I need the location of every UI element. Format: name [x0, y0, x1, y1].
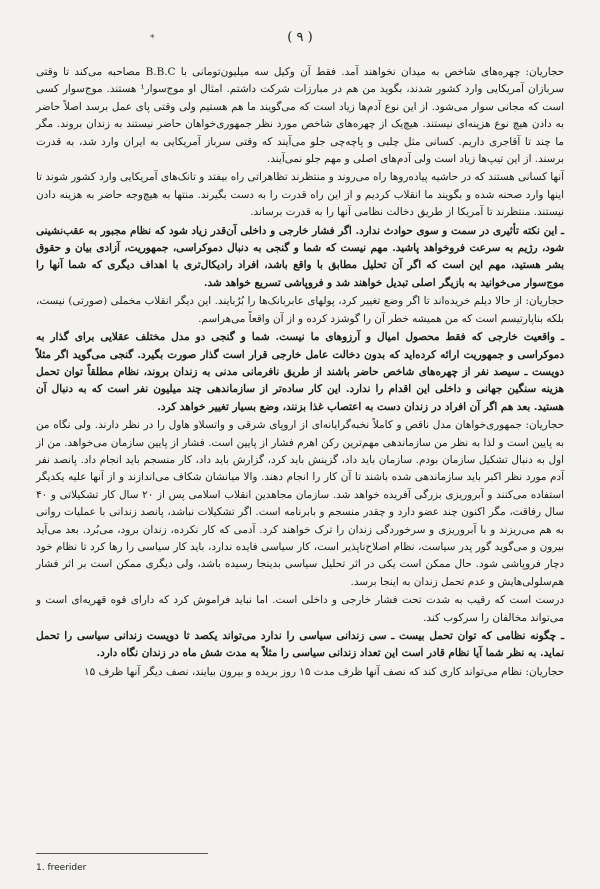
question-3: ـ چگونه نظامی که توان تحمل بیست ـ سی زندانی سیاسی را ندارد می‌تواند یکصد تا دویست زندانی سیاسی را تحمل نماید. به نظر شما آیا نظام قادر است این تعداد زندانی سیاسی را مثلاً به مدت شش ماه در زندان نگاه دارد.	[36, 630, 564, 660]
page-number: ( ۹ )	[287, 30, 313, 45]
paragraph-3: حجاریان: از حالا دیلم خریده‌اند تا اگر وضع تغییر کرد، پولهای عابربانک‌ها را بُرُبایند. این دیگر انقلاب مخملی (صورتی) نیست، بلکه بناپارتیسم است که من همیشه خطر آن را گوشزد کرده و از آن واقعاً می‌هراسم.	[36, 295, 564, 325]
paragraph-2: آنها کسانی هستند که در حاشیه پیاده‌روها راه می‌روند و منتظرند تظاهراتی راه بیفتد و تانک‌های آمریکایی وارد کشور شوند تا اینها وارد صحنه شده و بگویند ما انقلاب کردیم و از این راه قدرت را به دست بگیرند. منتها به هیچ‌وجه حاضر به هزینه دادن نیستند. منتظرند تا آمریکا از طریق دخالت نظامی آنها را به قدرت برساند.	[36, 171, 564, 219]
paragraph-4: حجاریان: جمهوری‌خواهان مدل ناقص و کاملاً نخبه‌گرایانه‌ای از اروپای شرقی و واتسلاو هاول را در نظر دارند. ولی نگاه من به پایین است و لذا به نظر من سازماندهی مهم‌ترین رکن اهرم فشار از پایین است. فشار از پایین سازمان می‌خواهد. من از اول به دنبال تشکیل سازمان بودم. سازمان باید داد، گزینش باید کرد، گزارش باید داد، کار منسجم باید انجام داد. پانصد نفر آدم مورد نظر اکبر باید سازماندهی شده باشند تا آن کار را انجام دهند. والا میانشان شکاف می‌اندازند و از آنها علیه یکدیگر استفاده می‌کنند و آبروریزی بزرگی آفریده خواهد شد. سازمان مجاهدین انقلاب اسلامی پس از ۲۰ سال کار تشکیلاتی و ۴۰ سال رفاقت، مگر اکنون چند عضو دارد و چقدر منسجم و بابرنامه است. اگر تشکیلات نباشد، پانصد زندانی با عملیات روانی به هم می‌ریزند و با آبروریزی و سرخوردگی زندان را ترک خواهند کرد. آدمی که کار نکرده، زندان برود، می‌بُرد. بعد می‌آید بیرون و می‌گوید گور پدر سیاست، نظام اصلاح‌ناپذیر است، کار سیاسی فایده ندارد، باید کار سیاسی را رها کرد تا نظام خود دچار فروپاشی شود. حال ممکن است یکی در اثر تحلیل سیاسی بدینجا رسیده باشد، ولی دیگری ممکن است بر اثر فشار هم‌سلولی‌هایش و عدم تحمل زندان به اینجا برسد.	[36, 419, 565, 588]
paragraph-6: حجاریان: نظام می‌تواند کاری کند که نصف آنها ظرف مدت ۱۵ روز بریده و بیرون بیایند، نصف دیگر آنها ظرف ۱۵	[83, 665, 564, 678]
paragraph-1: حجاریان: چهره‌های شاخص به میدان نخواهند آمد. فقط آن وکیل سه میلیون‌تومانی با B.B.C مصاحبه می‌کند تا وقتی سربازان آمریکایی وارد کشور شدند، بگوید من هم در مبارزات شرکت داشتم. امثال او موج‌سوار¹ هستند. موج‌سوار کسی است که مجانی سوار می‌شود. از این نوع آدم‌ها زیاد است که می‌گویند ما هم هستیم ولی وقتی پای عمل برسد اصلاً حاضر به دادن هیچ نوع هزینه‌ای نیستند. هیچ‌یک از چهره‌های شاخص مورد نظر جمهوری‌خواهان حاضر نیستند به زندان بروند. مگر ما چند تا آقاجری داریم. کسانی مثل چلبی و پاچه‌چی جلو می‌آیند که وقتی سرباز آمریکایی به ایران وارد شد، به قدرت برسند. از این تیپ‌ها زیاد است ولی آدم‌های اصلی و مهم جلو نمی‌آیند.	[36, 66, 564, 166]
body-text	[36, 64, 564, 682]
question-1: ـ این نکته تأثیری در سمت و سوی حوادث ندارد. اگر فشار خارجی و داخلی آن‌قدر زیاد شود که نظام مجبور به عقب‌نشینی شود، رژیم به سرعت فروخواهد پاشید. مهم نیست که شما و گنجی به دنبال دموکراسی، جمهوریت، آزادی بیان و حقوق بشر هستید، مهم این است که اگر آن تحلیل مطابق با واقع باشد، افراد رادیکال‌تری با اهداف دیگری که شما آنها را موج‌سوار می‌خوانید به بازیگر اصلی تبدیل خواهند شد و فروپاشی تسریع خواهد شد.	[36, 224, 564, 289]
paragraph-5: درست است که رقیب به شدت تحت فشار خارجی و داخلی است. اما نباید فراموش کرد که دارای قوه قهریه‌ای است و می‌تواند مخالفان را سرکوب کند.	[36, 594, 564, 624]
footnote-divider	[36, 853, 208, 854]
question-2: ـ واقعیت خارجی که فقط محصول امیال و آرزوهای ما نیست. شما و گنجی دو مدل مختلف عقلایی برای گذار به دموکراسی و جمهوریت ارائه کرده‌اید که بدون دخالت عامل خارجی قرار است گذار صورت بگیرد. گنجی می‌گوید اگر مثلاً دویست ـ سیصد نفر از چهره‌های شاخص حاضر باشند از طریق نافرمانی مدنی به زندان بروند، نظام مطلقاً توان تحمل هزینه سنگین جهانی و داخلی این اقدام را ندارد. این کار ساده‌تر از سازماندهی چند میلیون نفر است که به دنبال آن هستید. بعد هم اگر آن افراد در زندان دست به اعتصاب غذا بزنند، وضع بسیار تغییر خواهد کرد.	[36, 331, 564, 413]
page-mark: *	[150, 34, 155, 44]
footnote: 1. freerider	[36, 863, 87, 873]
